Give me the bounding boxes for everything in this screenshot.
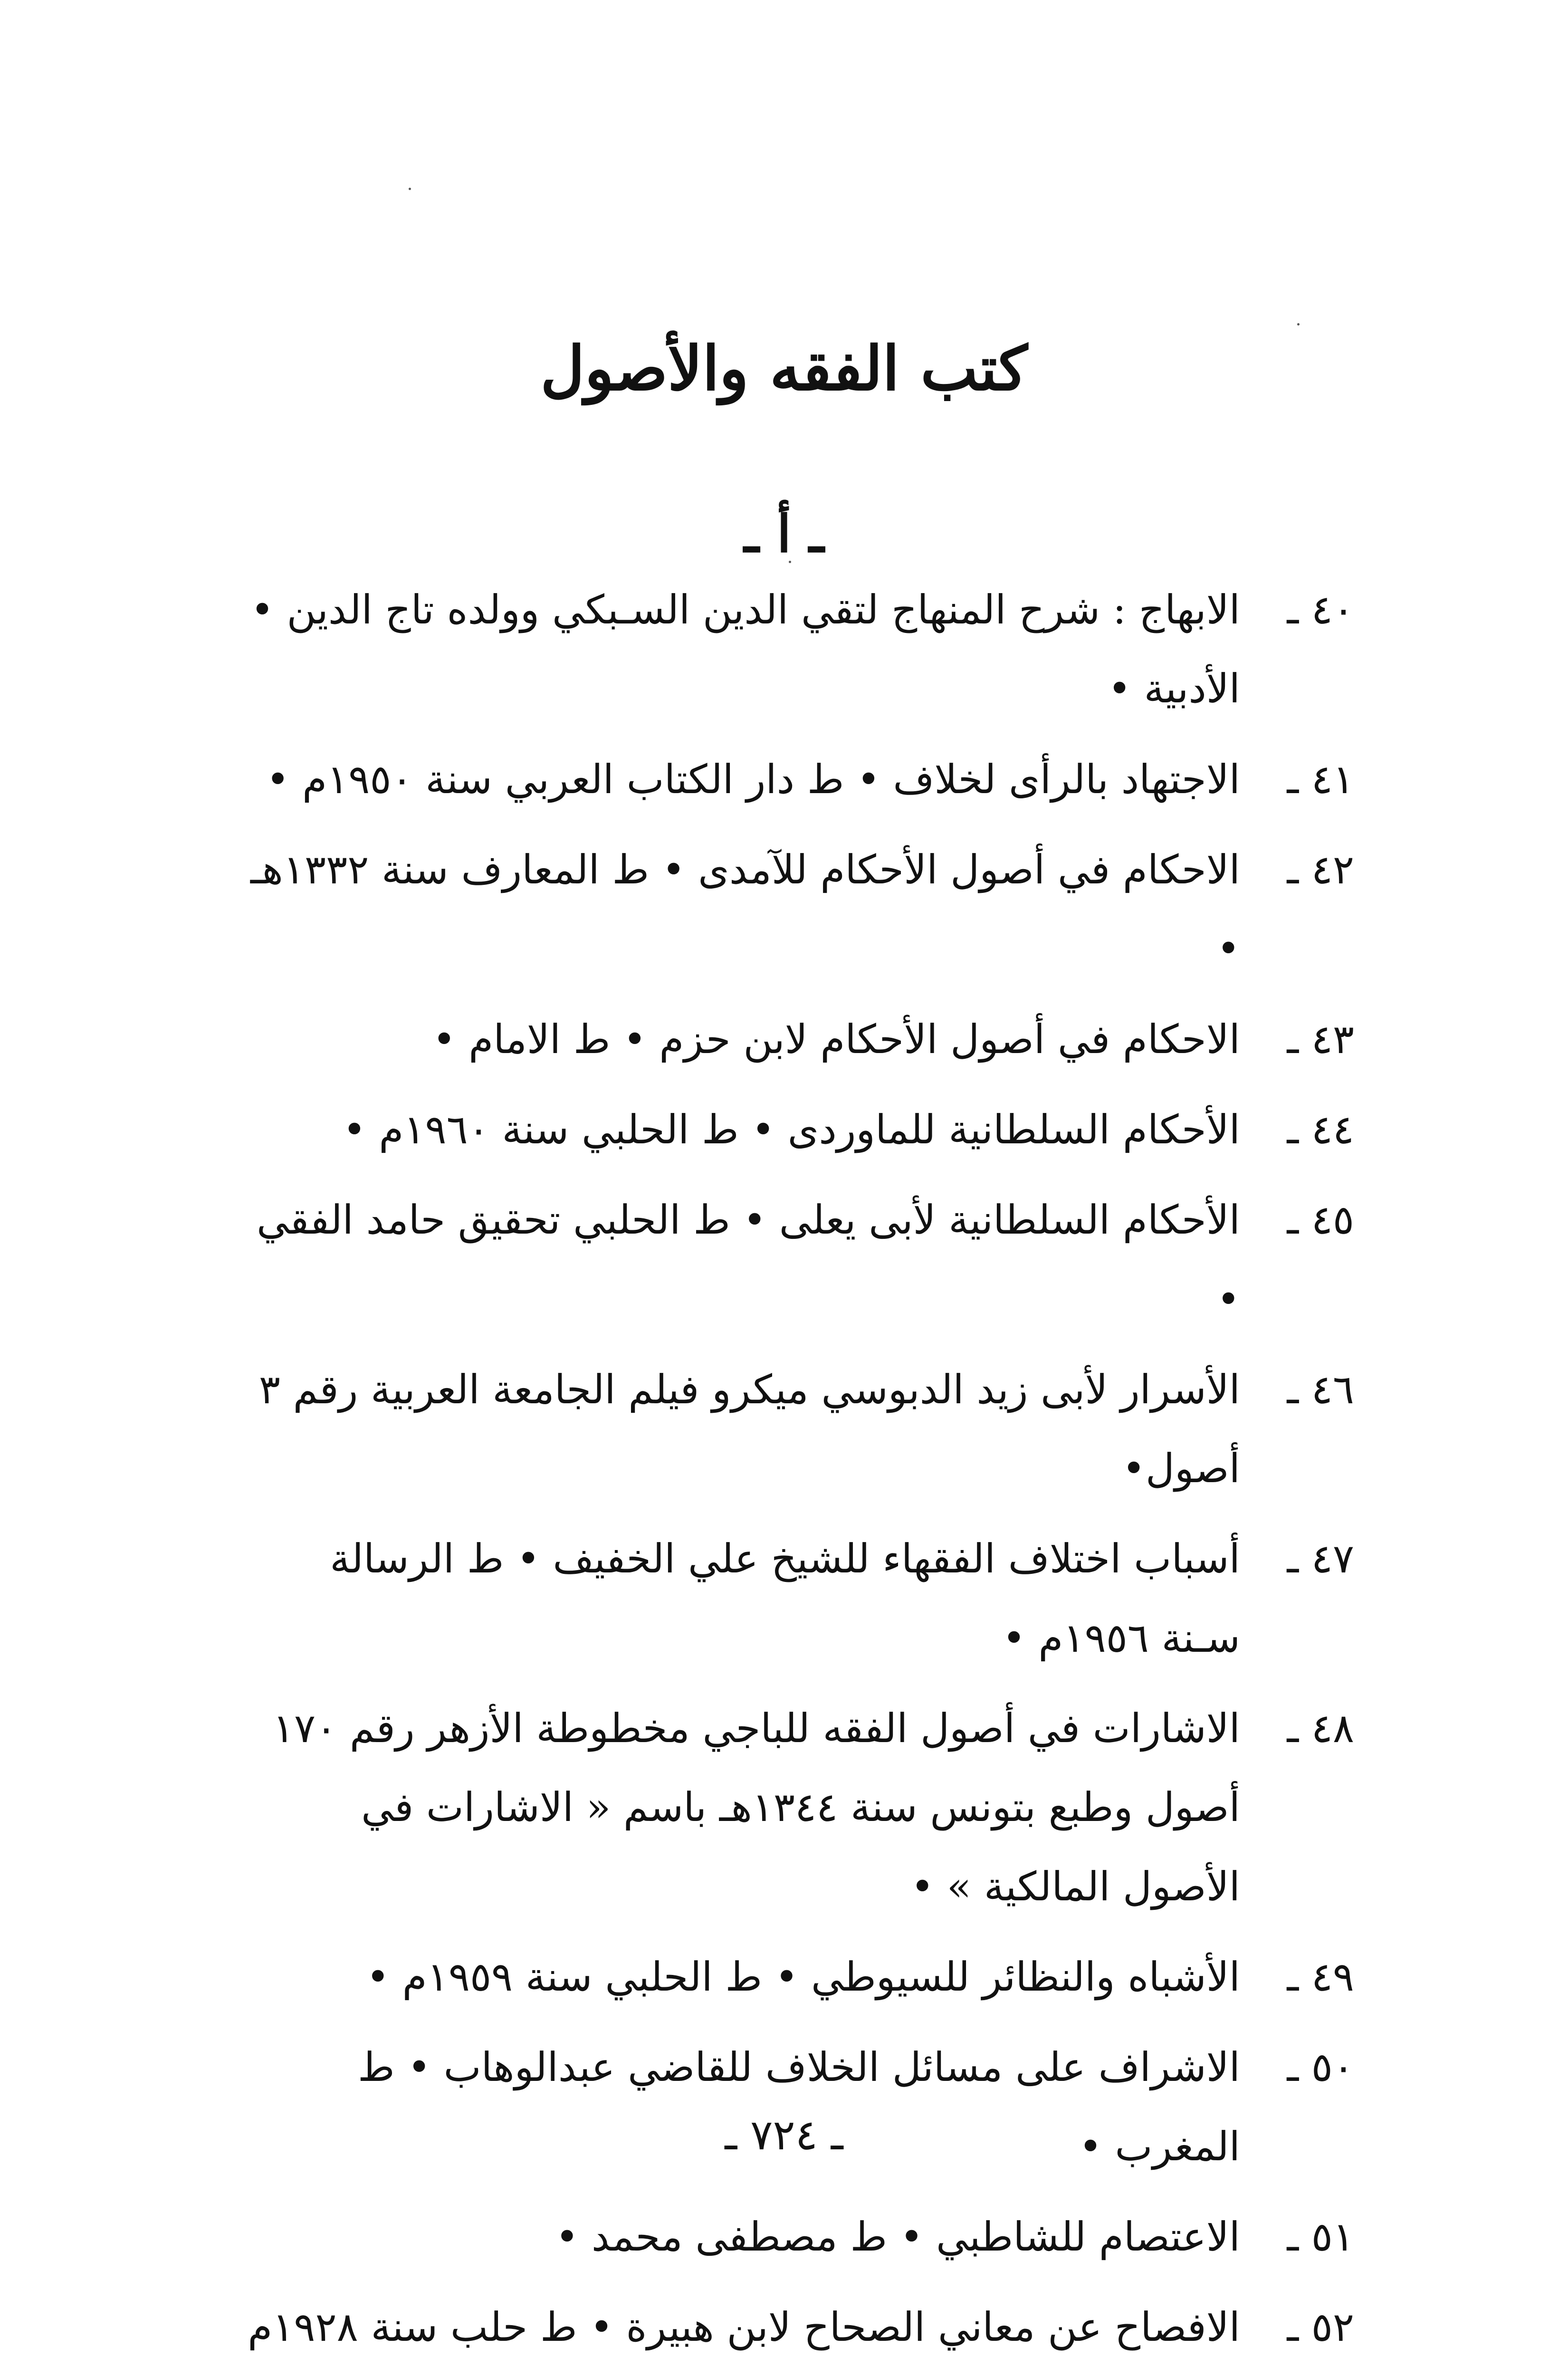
entry-text: الاعتصام للشاطبي • ط مصطفى محمد • bbox=[555, 2213, 1240, 2260]
bibliography-entry bbox=[247, 1350, 1354, 1508]
entry-text: الاشراف على مسائل الخلاف للقاضي عبدالوهاب • ط المغرب • bbox=[357, 2044, 1240, 2170]
bibliography-entry bbox=[247, 1937, 1354, 2016]
entry-number: ٤٠ ـ bbox=[1287, 586, 1354, 633]
entry-number: ٤٢ ـ bbox=[1287, 846, 1354, 893]
entry-text: الاحكام في أصول الأحكام لابن حزم • ط الامام • bbox=[432, 1016, 1240, 1063]
bibliography-entry bbox=[247, 830, 1354, 988]
entry-number: ٤٦ ـ bbox=[1287, 1366, 1354, 1413]
entry-text: الاشارات في أصول الفقه للباجي مخطوطة الأزهر رقم ١٧٠ أصول وطبع بتونس سنة ١٣٤٤هـ باسم « الاشارات في الأصول المالكية » • bbox=[272, 1705, 1240, 1910]
bibliography-list bbox=[247, 570, 1354, 2376]
entry-number: ٤٥ ـ bbox=[1287, 1197, 1354, 1244]
page-title: كتب الفقه والأصول bbox=[540, 333, 1028, 404]
entry-text: الأحكام السلطانية للماوردى • ط الحلبي سنة ١٩٦٠م • bbox=[343, 1106, 1240, 1153]
entry-number: ٥٢ ـ bbox=[1287, 2304, 1354, 2351]
entry-number: ٤٣ ـ bbox=[1287, 1016, 1354, 1063]
entry-text: الافصاح عن معاني الصحاح لابن هبيرة • ط حلب سنة ١٩٢٨م bbox=[248, 2304, 1240, 2351]
bibliography-entry bbox=[247, 2288, 1354, 2376]
entry-text: الاجتهاد بالرأى لخلاف • ط دار الكتاب العربي سنة ١٩٥٠م • bbox=[266, 756, 1240, 803]
entry-text: الأشباه والنظائر للسيوطي • ط الحلبي سنة ١٩٥٩م • bbox=[366, 1954, 1240, 2000]
entry-number: ٤٨ ـ bbox=[1287, 1705, 1354, 1752]
bibliography-entry bbox=[247, 1000, 1354, 1079]
entry-text: الابهاج : شرح المنهاج لتقي الدين السـبكي وولده تاج الدين • الأدبية • bbox=[250, 586, 1240, 712]
scan-speck bbox=[409, 188, 411, 190]
entry-number: ٥١ ـ bbox=[1287, 2213, 1354, 2260]
bibliography-entry bbox=[247, 570, 1354, 728]
bibliography-entry bbox=[247, 1180, 1354, 1339]
bibliography-entry bbox=[247, 2028, 1354, 2186]
entry-number: ٤١ ـ bbox=[1287, 756, 1354, 803]
entry-number: ٤٧ ـ bbox=[1287, 1535, 1354, 1582]
entry-number: ٤٤ ـ bbox=[1287, 1106, 1354, 1153]
entry-text: الأسرار لأبى زيد الدبوسي ميكرو فيلم الجامعة العربية رقم ٣ أصول• bbox=[258, 1366, 1240, 1492]
bibliography-entry bbox=[247, 1689, 1354, 1926]
bibliography-entry bbox=[247, 740, 1354, 819]
bibliography-entry bbox=[247, 1519, 1354, 1677]
entry-text: الاحكام في أصول الأحكام للآمدى • ط المعارف سنة ١٣٣٢هـ • bbox=[250, 846, 1240, 972]
bibliography-entry bbox=[247, 2197, 1354, 2276]
entry-number: ٥٠ ـ bbox=[1287, 2044, 1354, 2091]
bibliography-entry bbox=[247, 1090, 1354, 1169]
entry-number: ٤٩ ـ bbox=[1287, 1954, 1354, 2000]
section-letter: ـ أ ـ bbox=[744, 504, 824, 564]
entry-text: الأحكام السلطانية لأبى يعلى • ط الحلبي تحقيق حامد الفقي • bbox=[256, 1197, 1240, 1322]
scan-speck bbox=[1297, 323, 1300, 326]
page-number: ـ ٧٢٤ ـ bbox=[725, 2110, 843, 2159]
entry-text: أسباب اختلاف الفقهاء للشيخ علي الخفيف • ط الرسالة سـنة ١٩٥٦م • bbox=[330, 1535, 1240, 1661]
